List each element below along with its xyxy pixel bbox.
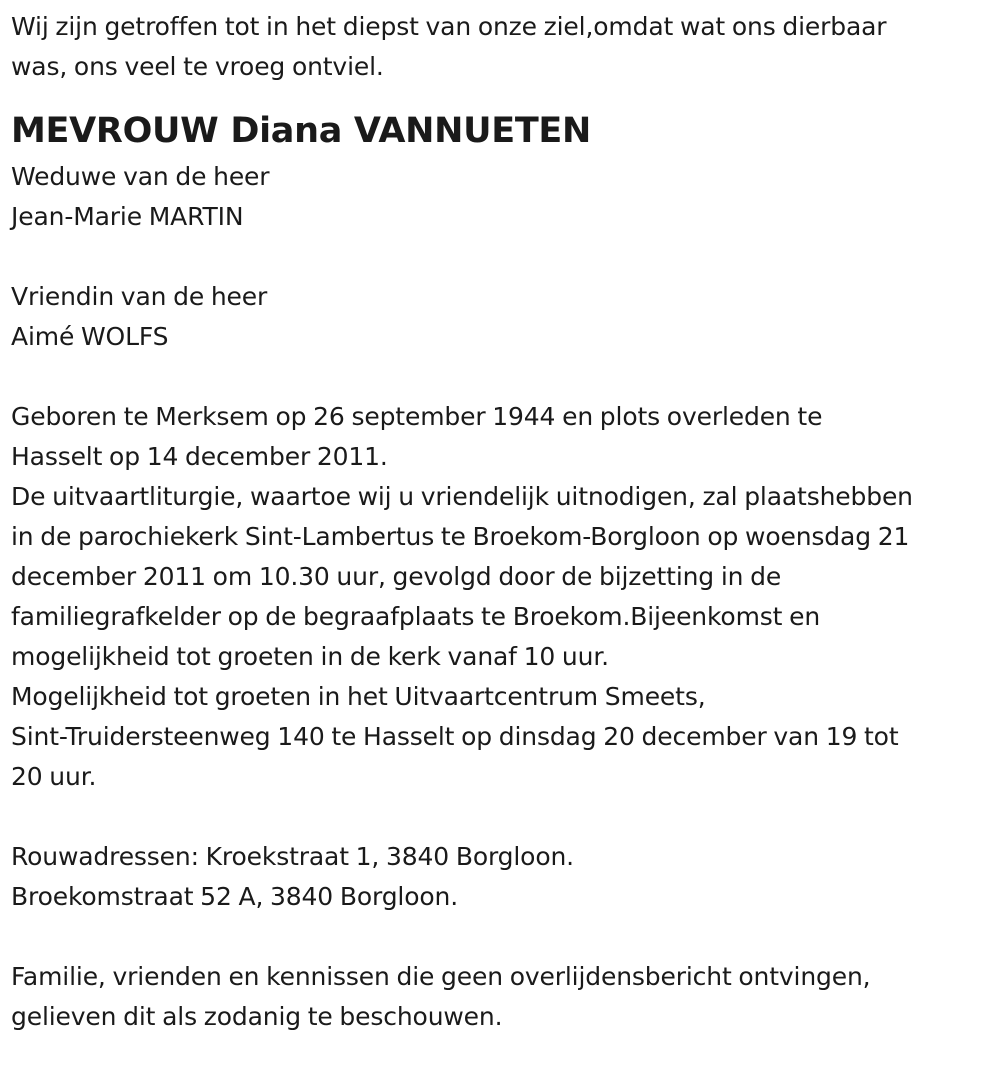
text-line: Rouwadressen: Kroekstraat 1, 3840 Borgloon. <box>11 842 574 871</box>
text-line: Wij zijn getroffen tot in het diepst van onze ziel,omdat wat ons dierbaar <box>11 12 887 41</box>
text-line: was, ons veel te vroeg ontviel. <box>11 52 384 81</box>
deceased-name: MEVROUW Diana VANNUETEN <box>11 111 592 151</box>
text-line: Broekomstraat 52 A, 3840 Borgloon. <box>11 882 458 911</box>
spacer <box>11 797 996 837</box>
obituary-notice <box>11 7 996 1037</box>
text-line: Sint-Truidersteenweg 140 te Hasselt op dinsdag 20 december van 19 tot <box>11 722 899 751</box>
spacer <box>11 357 996 397</box>
spacer <box>11 917 996 957</box>
text-line: gelieven dit als zodanig te beschouwen. <box>11 1002 503 1031</box>
text-line: De uitvaartliturgie, waartoe wij u vriendelijk uitnodigen, zal plaatshebben <box>11 482 913 511</box>
text-line: Aimé WOLFS <box>11 322 169 351</box>
text-line: Mogelijkheid tot groeten in het Uitvaartcentrum Smeets, <box>11 682 706 711</box>
text-line: december 2011 om 10.30 uur, gevolgd door de bijzetting in de <box>11 562 782 591</box>
relation-friend <box>11 277 996 357</box>
spacer <box>11 237 996 277</box>
text-line: Familie, vrienden en kennissen die geen overlijdensbericht ontvingen, <box>11 962 871 991</box>
text-line: Geboren te Merksem op 26 september 1944 en plots overleden te <box>11 402 823 431</box>
relation-widow <box>11 157 996 237</box>
text-line: Hasselt op 14 december 2011. <box>11 442 388 471</box>
text-line: Jean-Marie MARTIN <box>11 202 244 231</box>
text-line: in de parochiekerk Sint-Lambertus te Broekom-Borgloon op woensdag 21 <box>11 522 910 551</box>
text-line: familiegrafkelder op de begraafplaats te Broekom.Bijeenkomst en <box>11 602 821 631</box>
mourning-addresses <box>11 837 996 917</box>
text-line: Vriendin van de heer <box>11 282 268 311</box>
text-line: Weduwe van de heer <box>11 162 270 191</box>
funeral-details <box>11 397 996 797</box>
closing-text <box>11 957 996 1037</box>
text-line: mogelijkheid tot groeten in de kerk vanaf 10 uur. <box>11 642 609 671</box>
intro-text <box>11 7 996 87</box>
text-line: 20 uur. <box>11 762 97 791</box>
